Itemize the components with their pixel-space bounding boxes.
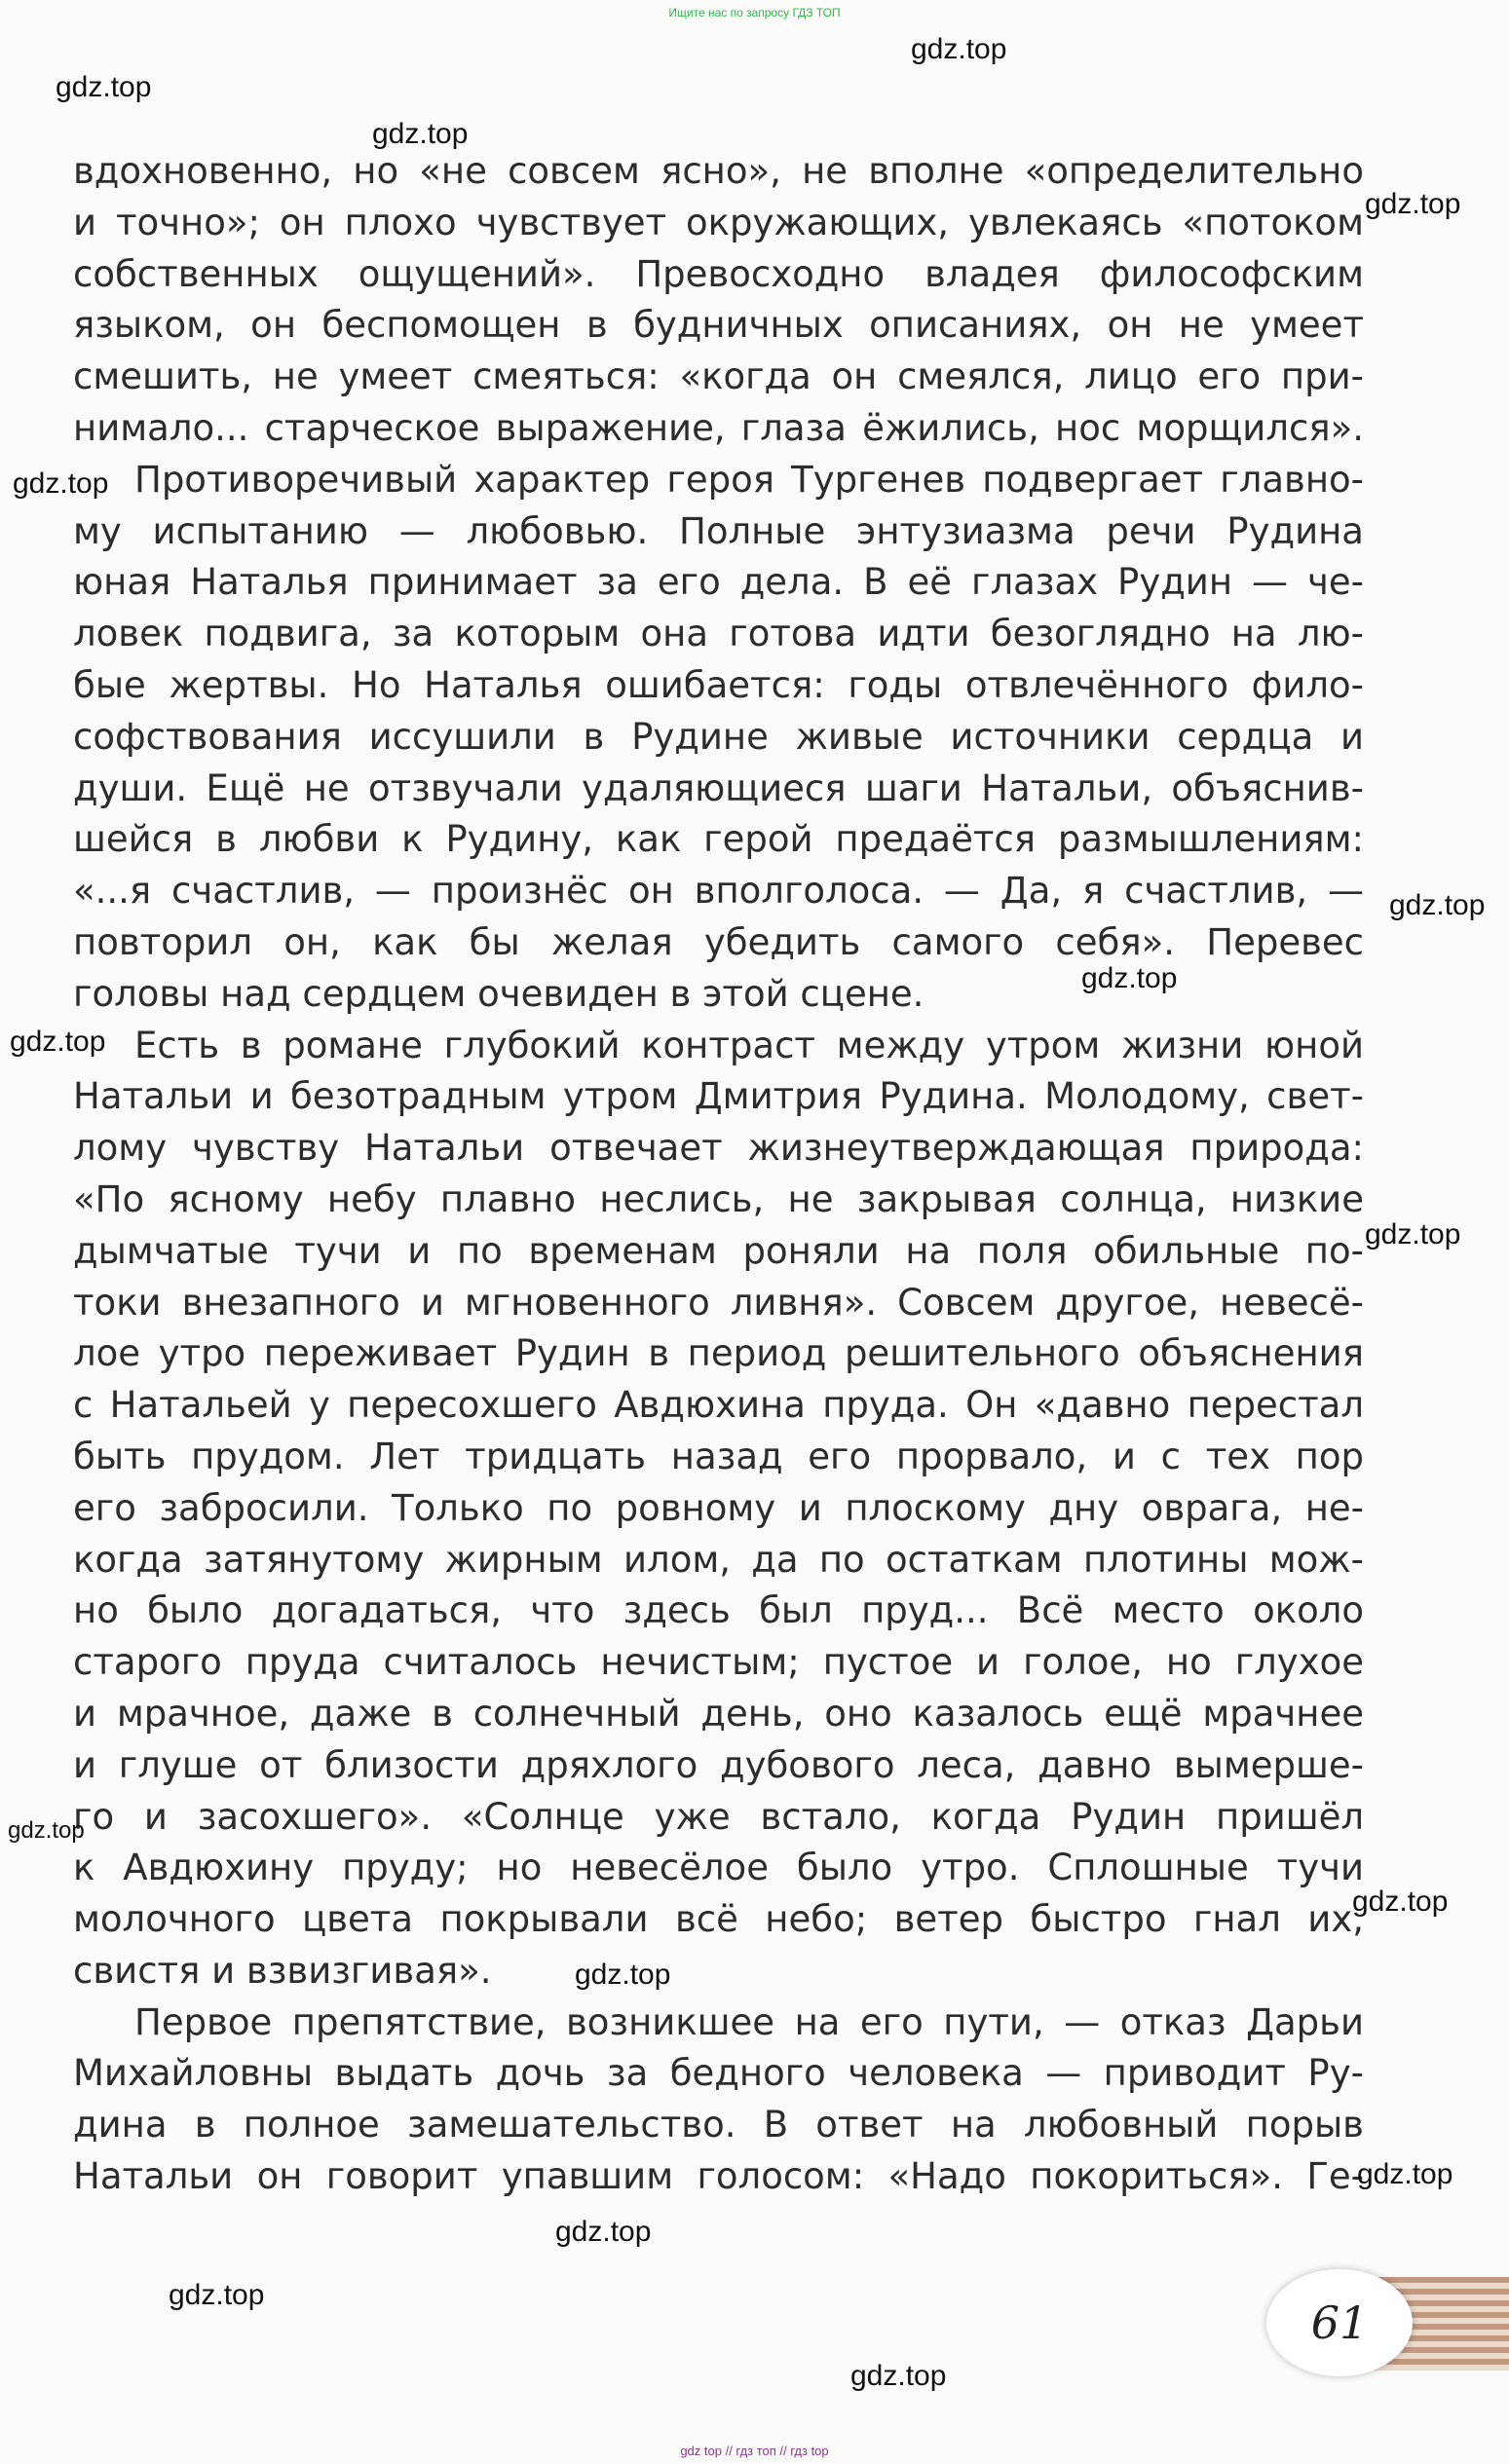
watermark: gdz.top [8,1817,85,1844]
text-line: свистя и взвизгивая». [73,1949,492,1992]
text-line: и мрачное, даже в солнечный день, оно казалось ещё мрачнее [73,1692,1364,1735]
text-line: языком, он беспомощен в будничных описаниях, он не умеет [73,304,1364,347]
watermark: gdz.top [1365,1218,1461,1251]
text-line: Натальи он говорит упавшим голосом: «Надо покориться». Ге- [73,2155,1364,2198]
text-line: и глуше от близости дряхлого дубового леса, давно вымерше- [73,1743,1364,1786]
text-line: с Натальей у пересохшего Авдюхина пруда. Он «давно перестал [73,1384,1364,1427]
watermark: gdz.top [56,71,152,103]
text-line: когда затянутому жирным илом, да по остаткам плотины мож- [73,1538,1364,1581]
page-number-area [1257,2265,1509,2382]
text-line: «...я счастлив, — произнёс он вполголоса. — Да, я счастлив, — [73,870,1364,913]
text-line: дина в полное замешательство. В ответ на любовный порыв [73,2104,1364,2147]
text-line: лому чувству Натальи отвечает жизнеутверждающая природа: [73,1127,1364,1170]
text-line: головы над сердцем очевиден в этой сцене. [73,972,924,1015]
text-line: но было догадаться, что здесь был пруд... Всё место около [73,1589,1364,1632]
watermark: gdz.top [575,1959,671,1991]
watermark: gdz.top [555,2216,652,2248]
text-line: го и засохшего». «Солнце уже встало, когда Рудин пришёл [73,1795,1364,1838]
text-line: его забросили. Только по ровному и плоскому дну оврага, не- [73,1486,1364,1529]
watermark: gdz.top [1365,188,1461,220]
watermark: gdz.top [1352,1885,1449,1918]
text-line: лое утро переживает Рудин в период решительного объяснения [73,1332,1364,1375]
text-line: молочного цвета покрывали всё небо; ветер быстро гнал их, [73,1898,1364,1941]
watermark: gdz.top [13,467,109,500]
page-number: 61 [1310,2296,1369,2349]
text-line: «По ясному небу плавно неслись, не закрывая солнца, низкие [73,1177,1364,1220]
text-line: души. Ещё не отзвучали удаляющиеся шаги Натальи, объяснив- [73,766,1364,809]
page-number-badge [1266,2269,1413,2376]
watermark: gdz.top [850,2360,947,2392]
watermark: gdz.top [1081,962,1178,994]
text-line: токи внезапного и мгновенного ливня». Совсем другое, невесё- [73,1281,1364,1324]
text-line: к Авдюхину пруду; но невесёлое было утро. Сплошные тучи [73,1847,1364,1889]
text-line: дымчатые тучи и по временам роняли на поля обильные по- [73,1229,1364,1272]
watermark: gdz.top [10,1026,106,1058]
body-text [73,146,1364,2203]
text-line: собственных ощущений». Превосходно владея философским [73,252,1364,295]
text-line: бые жертвы. Но Наталья ошибается: годы отвлечённого фило- [73,663,1364,706]
text-line: и точно»; он плохо чувствует окружающих, увлекаясь «потоком [73,201,1364,243]
text-line: софствования иссушили в Рудине живые источники сердца и [73,715,1364,758]
text-line: шейся в любви к Рудину, как герой предаётся размышлениям: [73,818,1364,861]
bottom-banner: gdz top // гдз топ // гдз top [680,2444,829,2458]
watermark: gdz.top [372,118,469,150]
text-line: ловек подвига, за которым она готова идти безоглядно на лю- [73,613,1364,655]
text-line: повторил он, как бы желая убедить самого себя». Перевес [73,920,1364,963]
text-line: му испытанию — любовью. Полные энтузиазма речи Рудина [73,509,1364,552]
text-line: Есть в романе глубокий контраст между утром жизни юной [134,1024,1364,1066]
text-line: старого пруда считалось нечистым; пустое и голое, но глухое [73,1641,1364,1684]
text-line: Натальи и безотрадным утром Дмитрия Рудина. Молодому, свет- [73,1075,1364,1118]
text-line: Первое препятствие, возникшее на его пути, — отказ Дарьи [134,2000,1364,2043]
text-line: Михайловны выдать дочь за бедного человека — приводит Ру- [73,2052,1364,2095]
watermark: gdz.top [169,2279,265,2311]
watermark: gdz.top [911,33,1007,65]
text-line: смешить, не умеет смеяться: «когда он смеялся, лицо его при- [73,355,1364,398]
top-banner: Ищите нас по запросу ГДЗ ТОП [668,6,841,19]
text-line: быть прудом. Лет тридцать назад его прорвало, и с тех пор [73,1435,1364,1477]
text-line: Противоречивый характер героя Тургенев подвергает главно- [134,458,1364,501]
text-line: нимало... старческое выражение, глаза ёжились, нос морщился». [73,406,1364,449]
watermark: gdz.top [1389,889,1486,921]
watermark: gdz.top [1357,2158,1453,2190]
text-line: вдохновенно, но «не совсем ясно», не вполне «определительно [73,150,1364,192]
text-line: юная Наталья принимает за его дела. В её глазах Рудин — че- [73,561,1364,604]
